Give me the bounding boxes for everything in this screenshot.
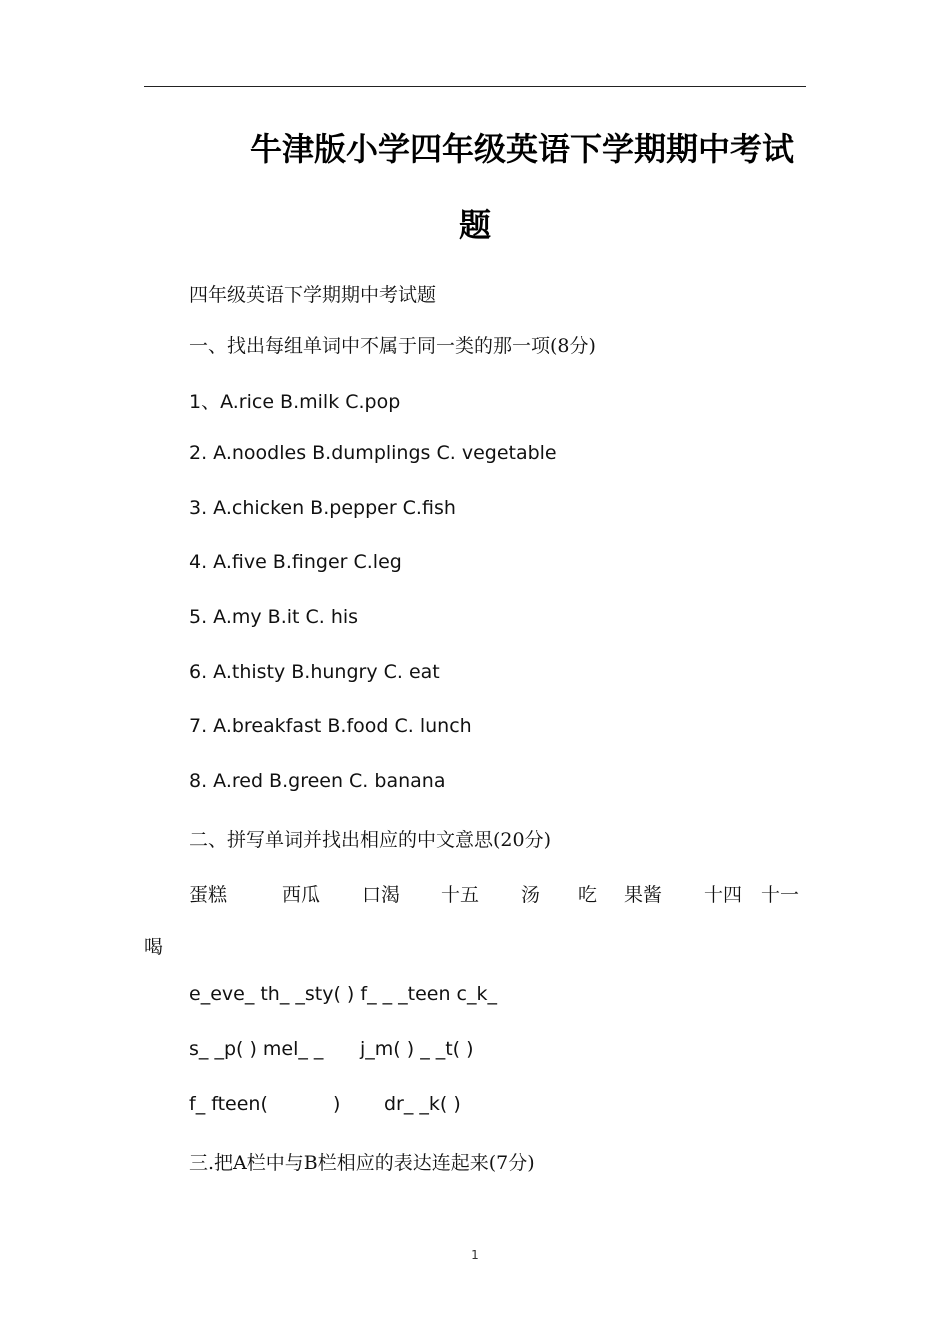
header-rule xyxy=(144,86,806,87)
question-item: 5. A.my B.it C. his xyxy=(189,606,359,628)
word-bank-item: 吃 xyxy=(578,884,598,906)
question-item: 4. A.five B.finger C.leg xyxy=(189,551,402,573)
question-item: 3. A.chicken B.pepper C.fish xyxy=(189,497,456,519)
fill-line: e_eve_ th_ _sty( ) f_ _ _teen c_k_ xyxy=(189,983,498,1005)
word-bank-row xyxy=(0,880,950,906)
fill-segment: dr_ _k( ) xyxy=(384,1093,461,1115)
section3-heading: 三.把A栏中与B栏相应的表达连起来(7分) xyxy=(189,1152,535,1174)
fill-segment: s_ _p( ) mel_ _ xyxy=(189,1038,324,1060)
fill-segment: f_ fteen( xyxy=(189,1093,268,1115)
word-bank-item: 十一 xyxy=(761,884,800,906)
section2-heading: 二、拼写单词并找出相应的中文意思(20分) xyxy=(189,829,552,851)
fill-segment: ) xyxy=(333,1093,341,1115)
question-item: 1、A.rice B.milk C.pop xyxy=(189,391,401,413)
word-bank-item: 口渴 xyxy=(362,884,401,906)
page-title-line2: 题 xyxy=(458,206,491,244)
fill-line xyxy=(0,1093,950,1119)
question-item: 8. A.red B.green C. banana xyxy=(189,770,446,792)
word-bank-item: 十五 xyxy=(441,884,480,906)
fill-line xyxy=(0,1038,950,1064)
word-bank-item: 汤 xyxy=(521,884,541,906)
word-bank-item: 蛋糕 xyxy=(189,884,228,906)
word-bank-item: 十四 xyxy=(704,884,743,906)
question-item: 6. A.thisty B.hungry C. eat xyxy=(189,661,440,683)
question-item: 2. A.noodles B.dumplings C. vegetable xyxy=(189,442,557,464)
page-title-line1: 牛津版小学四年级英语下学期期中考试 xyxy=(249,130,794,168)
word-bank-wrap: 喝 xyxy=(144,936,164,958)
subtitle: 四年级英语下学期期中考试题 xyxy=(189,284,437,306)
word-bank-item: 西瓜 xyxy=(282,884,321,906)
question-item: 7. A.breakfast B.food C. lunch xyxy=(189,715,472,737)
page-number: 1 xyxy=(471,1248,479,1262)
word-bank-item: 果酱 xyxy=(624,884,663,906)
section1-heading: 一、找出每组单词中不属于同一类的那一项(8分) xyxy=(189,335,596,357)
fill-segment: j_m( ) _ _t( ) xyxy=(360,1038,474,1060)
